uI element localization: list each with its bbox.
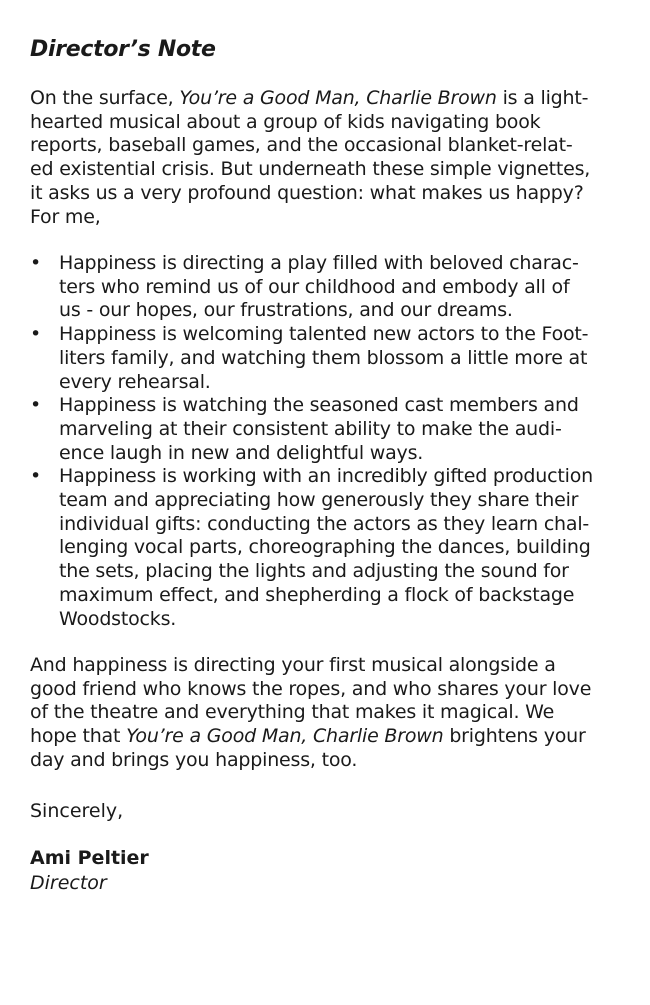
list-item: • Happiness is working with an incredibly gifted production team and appreciating how generously they share their individual gifts: conducting the actors as they learn chal- lenging vocal parts, choreographing the dances, building the sets, placing the lights and adjusting the sound for maximum effect, and shepherding a flock of backstage Woodstocks.: [30, 465, 593, 630]
intro-paragraph: [30, 87, 620, 229]
bullet-icon: •: [30, 252, 42, 274]
show-title: You’re a Good Man, Charlie Brown: [179, 87, 497, 109]
intro-line: On the surface, You’re a Good Man, Charlie Brown is a light-: [30, 87, 589, 109]
signature-role: Director: [30, 872, 107, 894]
list-item: • Happiness is watching the seasoned cast members and marveling at their consistent ability to make the audi- ence laugh in new and delightful ways.: [30, 394, 579, 464]
intro-line: it asks us a very profound question: what makes us happy?: [30, 181, 584, 204]
page-title: Director’s Note: [30, 37, 216, 62]
outro-line: And happiness is directing your first musical alongside a: [30, 654, 556, 676]
bullet-icon: •: [30, 323, 42, 346]
bullet-icon: •: [30, 465, 42, 488]
intro-line: hearted musical about a group of kids navigating book: [30, 110, 541, 133]
outro-paragraph: [30, 654, 620, 773]
intro-line: For me,: [30, 205, 101, 228]
happiness-list: [30, 252, 630, 631]
intro-line: reports, baseball games, and the occasional blanket-relat-: [30, 134, 573, 157]
closing-salutation: Sincerely,: [30, 800, 124, 822]
outro-line: day and brings you happiness, too.: [30, 748, 358, 771]
bullet-icon: •: [30, 394, 42, 417]
outro-line: of the theatre and everything that makes it magical. We: [30, 701, 555, 724]
signature-name: Ami Peltier: [30, 847, 149, 869]
outro-line: hope that You’re a Good Man, Charlie Brown brightens your: [30, 725, 586, 748]
show-title: You’re a Good Man, Charlie Brown: [126, 725, 444, 748]
list-item: • Happiness is directing a play filled with beloved charac- ters who remind us of our childhood and embody all of us - our hopes, our frustrations, and our dreams.: [30, 252, 579, 322]
outro-line: good friend who knows the ropes, and who shares your love: [30, 677, 592, 700]
list-item: • Happiness is welcoming talented new actors to the Foot- liters family, and watching them blossom a little more at every rehearsal.: [30, 323, 589, 393]
intro-line: ed existential crisis. But underneath these simple vignettes,: [30, 158, 591, 181]
